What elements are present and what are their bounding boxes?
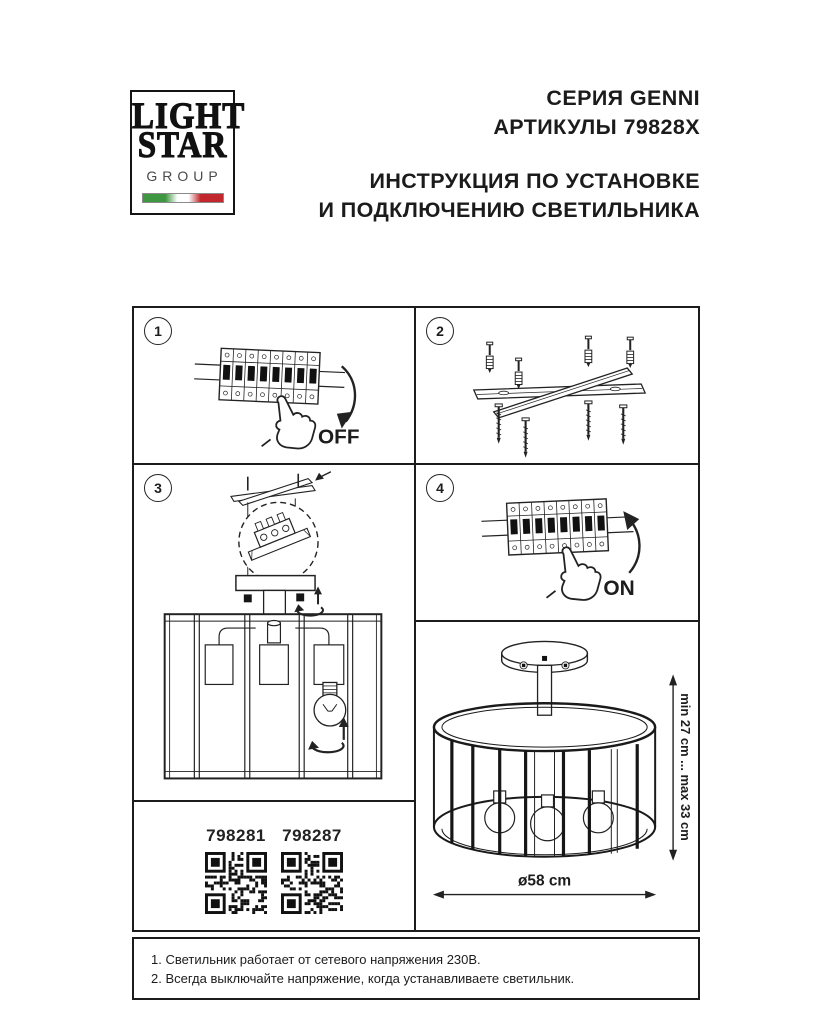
- bracket-mounting-diagram: [416, 308, 698, 463]
- breaker-off-diagram: [134, 308, 414, 463]
- logo-word-star: STAR: [137, 125, 228, 167]
- diameter-label: ø58 cm: [517, 872, 572, 890]
- series-title: СЕРИЯ GENNI: [546, 86, 700, 110]
- footer-notes: [132, 937, 700, 1000]
- logo-word-light: LIGHT: [132, 96, 246, 138]
- header-titles: [319, 84, 700, 225]
- fixture-dimensions-diagram: [416, 622, 698, 930]
- qr-item-798281: [205, 826, 267, 914]
- qr-code-798281: [205, 852, 267, 914]
- note-1: 1. Светильник работает от сетевого напряжения 230В.: [151, 952, 481, 967]
- lightstar-logo: [130, 90, 246, 215]
- dimensions-panel: [416, 622, 698, 930]
- article-code-2: 798287: [282, 826, 342, 845]
- article-code-1: 798281: [206, 826, 266, 845]
- step3-badge: 3: [144, 474, 172, 502]
- note-2: 2. Всегда выключайте напряжение, когда устанавливаете светильник.: [151, 971, 575, 986]
- step2-badge: 2: [426, 317, 454, 345]
- steps-grid: [132, 306, 700, 932]
- italian-flag-bar: [142, 193, 224, 203]
- on-label: ON: [603, 576, 635, 600]
- step4-badge: 4: [426, 474, 454, 502]
- qr-panel: [134, 802, 414, 930]
- assembly-diagram: [134, 465, 414, 800]
- step1-panel: [134, 308, 414, 465]
- step4-panel: [416, 465, 698, 622]
- step1-badge: 1: [144, 317, 172, 345]
- qr-code-798287: [281, 852, 343, 914]
- qr-item-798287: [281, 826, 343, 914]
- instruction-title-line2: И ПОДКЛЮЧЕНИЮ СВЕТИЛЬНИКА: [318, 198, 700, 222]
- instruction-title-line1: ИНСТРУКЦИЯ ПО УСТАНОВКЕ: [369, 169, 700, 193]
- step3-panel: [134, 465, 414, 802]
- height-range-label: min 27 cm ... max 33 cm: [678, 693, 694, 841]
- breaker-on-diagram: [416, 465, 698, 620]
- step2-panel: [416, 308, 698, 465]
- articles-title: АРТИКУЛЫ 79828X: [493, 115, 700, 139]
- off-label: OFF: [318, 425, 360, 449]
- logo-word-group: GROUP: [146, 168, 223, 184]
